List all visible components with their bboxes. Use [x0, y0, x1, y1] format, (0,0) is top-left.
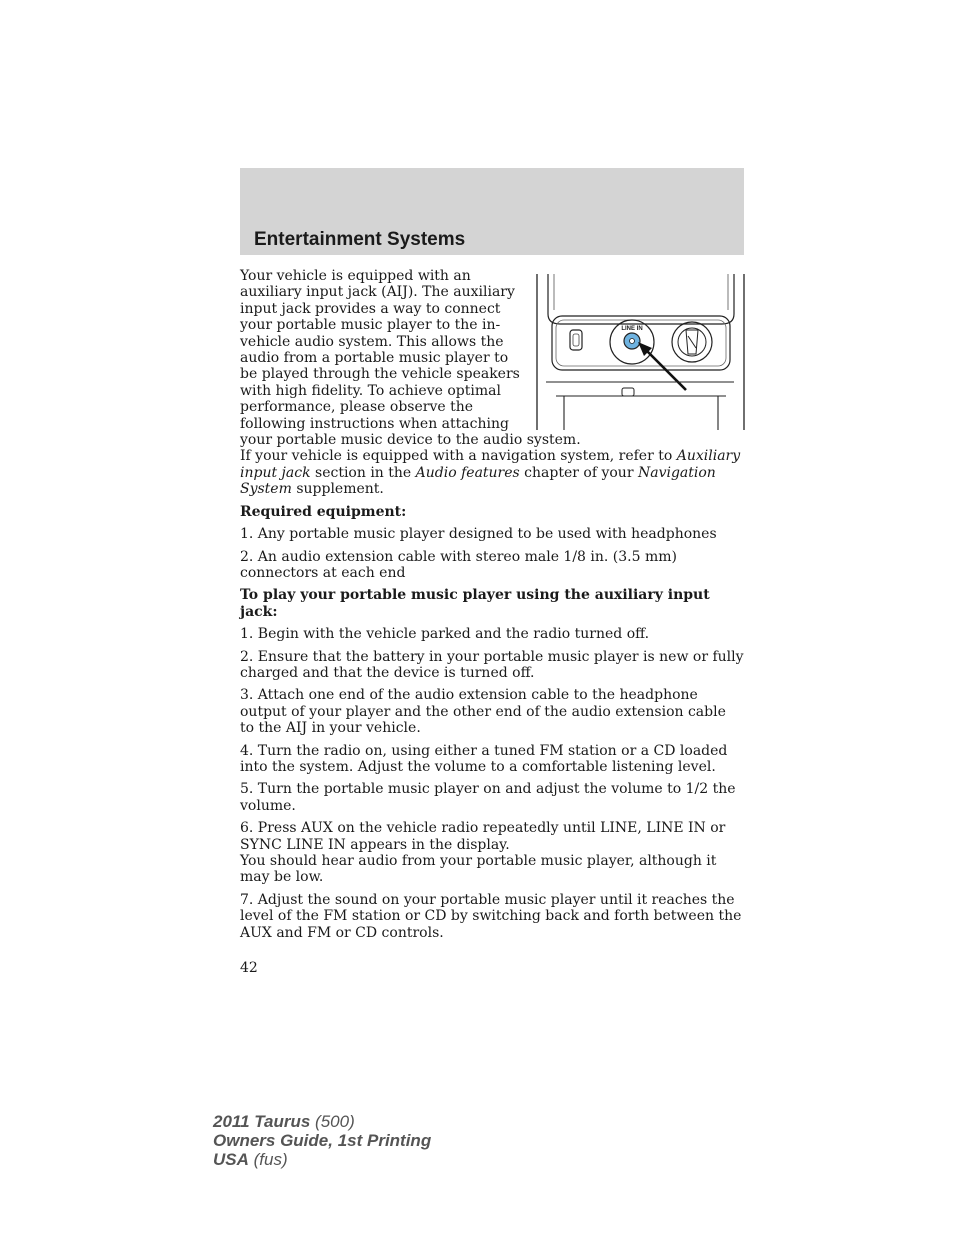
line-in-label: LINE IN: [621, 326, 643, 332]
instructions-heading: To play your portable music player using the auxiliary input jack:: [240, 587, 710, 620]
step-item: 7. Adjust the sound on your portable music player until it reaches the level of the FM station or CD by switching back and forth between the AUX and FM or CD controls.: [240, 891, 742, 941]
document-footer: [213, 1112, 431, 1169]
navigation-note: If your vehicle is equipped with a navigation system, refer to Auxiliary input jack section in the Audio features chapter of your Navigation System supplement.: [240, 448, 741, 498]
footer-model-line: 2011 Taurus (500): [213, 1112, 355, 1131]
step-item: 6. Press AUX on the vehicle radio repeatedly until LINE, LINE IN or SYNC LINE IN appears in the display.: [240, 820, 726, 853]
section-header-band: [240, 168, 744, 255]
footer-region-line: USA (fus): [213, 1150, 288, 1169]
required-item: 2. An audio extension cable with stereo male 1/8 in. (3.5 mm) connectors at each end: [240, 548, 678, 581]
page-number: 42: [240, 960, 258, 976]
step-item: 1. Begin with the vehicle parked and the radio turned off.: [240, 626, 650, 643]
step-item: 4. Turn the radio on, using either a tuned FM station or a CD loaded into the system. Adjust the volume to a comfortable listening level.: [240, 742, 728, 775]
step-note: You should hear audio from your portable music player, although it may be low.: [240, 853, 717, 886]
footer-guide-line: Owners Guide, 1st Printing: [213, 1131, 432, 1150]
aux-jack-illustration: [534, 270, 748, 432]
step-item: 5. Turn the portable music player on and adjust the volume to 1/2 the volume.: [240, 781, 736, 814]
required-equipment-heading: Required equipment:: [240, 503, 407, 520]
required-item: 1. Any portable music player designed to be used with headphones: [240, 526, 717, 543]
step-item: 3. Attach one end of the audio extension cable to the headphone output of your player and the other end of the audio extension cable to the AIJ in your vehicle.: [240, 687, 726, 737]
step-item: 2. Ensure that the battery in your portable music player is new or fully charged and that the device is turned off.: [240, 648, 744, 681]
section-title: Entertainment Systems: [254, 229, 466, 250]
page-content: [240, 268, 744, 947]
intro-paragraph: Your vehicle is equipped with an auxiliary input jack (AIJ). The auxiliary input jack provides a way to connect your portable music player to the in-vehicle audio system. This allows the audio from a portable music player to be played through the vehicle speakers with high fidelity. To achieve optimal performance, please observe the following instructions when attaching your portable music device to the audio system.: [240, 268, 581, 449]
